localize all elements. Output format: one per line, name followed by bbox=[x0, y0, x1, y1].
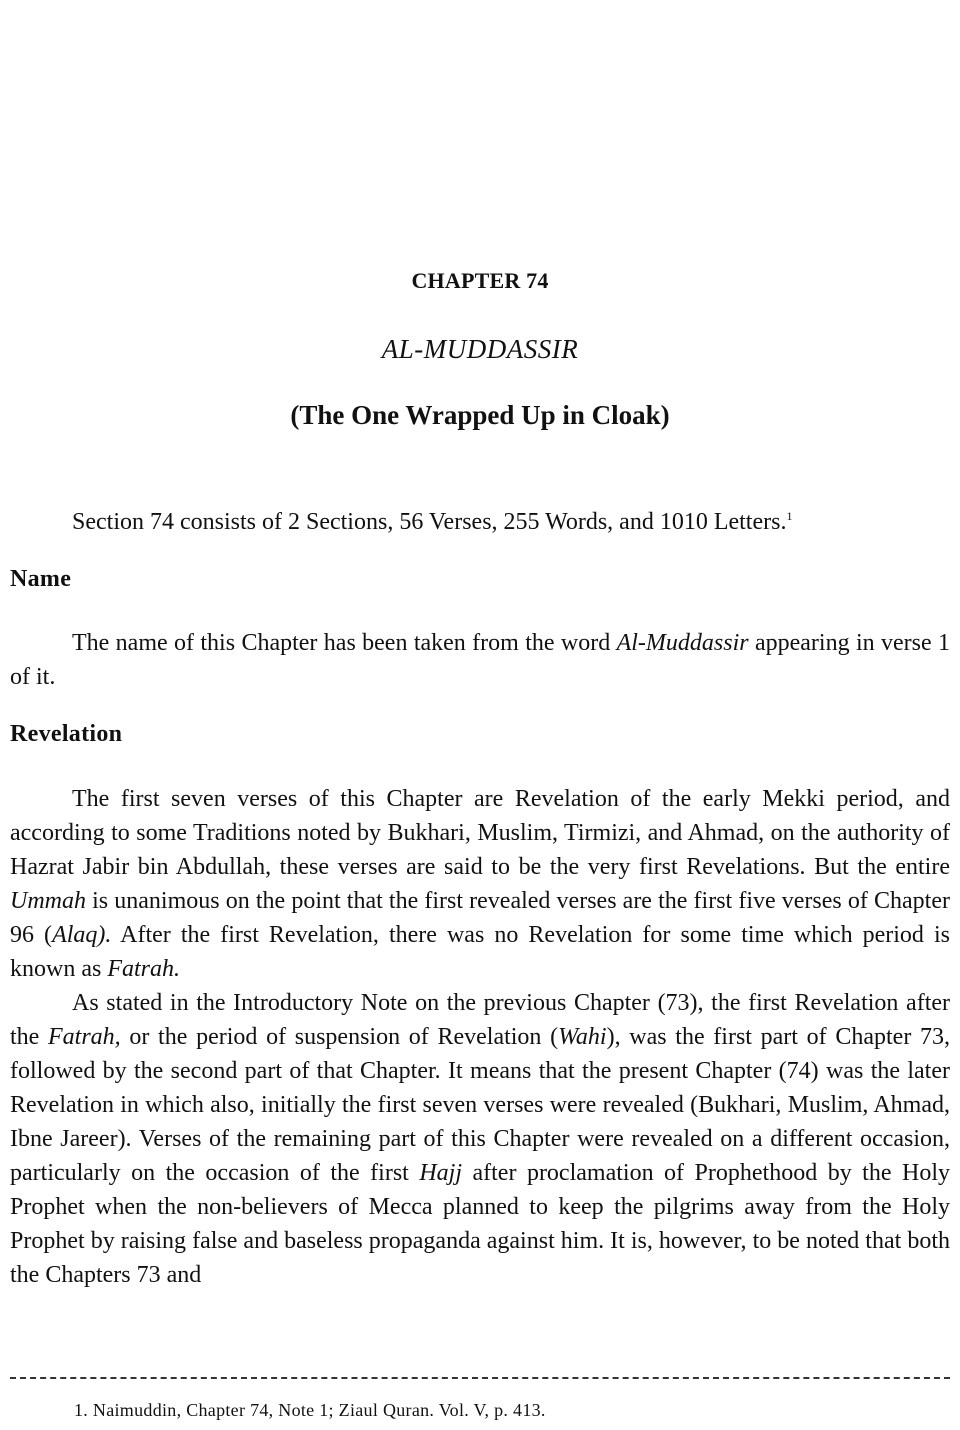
name-heading: Name bbox=[10, 566, 72, 592]
intro-paragraph bbox=[10, 505, 950, 539]
name-text-italic: Al-Muddassir bbox=[616, 630, 749, 656]
chapter-label: CHAPTER 74 bbox=[411, 268, 549, 293]
revelation-paragraph-1 bbox=[10, 782, 950, 986]
revelation-p1-text-c: After the first Revelation, there was no Revelation for some time which period is known as bbox=[10, 922, 951, 982]
chapter-subtitle: (The One Wrapped Up in Cloak) bbox=[290, 400, 670, 430]
revelation-p2-text-b: or the period of suspension of Revelation ( bbox=[120, 1024, 559, 1050]
revelation-p1-italic-ummah: Ummah bbox=[10, 888, 86, 914]
revelation-body bbox=[10, 782, 950, 1292]
name-paragraph bbox=[10, 626, 950, 694]
revelation-p1-italic-alaq: Alaq). bbox=[52, 922, 112, 948]
intro-text: Section 74 consists of 2 Sections, 56 Verses, 255 Words, and 1010 Letters. bbox=[72, 509, 787, 535]
revelation-p2-text-c: ), was the first part of Chapter 73, followed by the second part of that Chapter. It means that the present Chapter (74) was the later Revelation in which also, initially the first seven verses were revealed (Bukhari, Muslim, Ahmad, Ibne Jareer). Verses of the remaining part of this Chapter were revealed on a different occasion, particularly on the occasion of the first bbox=[10, 1024, 950, 1186]
footnote-divider bbox=[10, 1377, 950, 1379]
name-text-before: The name of this Chapter has been taken from the word bbox=[72, 630, 617, 656]
revelation-p1-text-a: The first seven verses of this Chapter are Revelation of the early Mekki period, and according to some Traditions noted by Bukhari, Muslim, Tirmizi, and Ahmad, on the authority of Hazrat Jabir bin Abdullah, these verses are said to be the very first Revelations. But the entire bbox=[10, 786, 950, 880]
revelation-p1-italic-fatrah: Fatrah. bbox=[107, 956, 180, 982]
footnote-reference: 1 bbox=[786, 509, 793, 523]
chapter-name: AL-MUDDASSIR bbox=[381, 334, 579, 364]
revelation-p2-italic-wahi: Wahi bbox=[558, 1024, 607, 1050]
revelation-p2-text-d: after proclamation of Prophethood by the Holy Prophet when the non-believers of Mecca planned to keep the pilgrims away from the Holy Prophet by raising false and baseless propaganda against him. It is, however, to be noted that both the Chapters 73 and bbox=[10, 1160, 950, 1288]
footnote: 1. Naimuddin, Chapter 74, Note 1; Ziaul Quran. Vol. V, p. 413. bbox=[74, 1400, 546, 1420]
revelation-p2-italic-hajj: Hajj bbox=[419, 1160, 462, 1186]
revelation-p2-italic-fatrah: Fatrah, bbox=[48, 1024, 121, 1050]
revelation-p2-text-a: As stated in the Introductory Note on the previous Chapter (73), the first Revelation after the bbox=[10, 990, 950, 1050]
revelation-heading: Revelation bbox=[10, 721, 123, 747]
revelation-p1-text-b: is unanimous on the point that the first revealed verses are the first five verses of Chapter 96 ( bbox=[10, 888, 950, 948]
revelation-paragraph-2 bbox=[10, 986, 950, 1292]
name-text-after: appearing in verse 1 of it. bbox=[10, 630, 951, 690]
